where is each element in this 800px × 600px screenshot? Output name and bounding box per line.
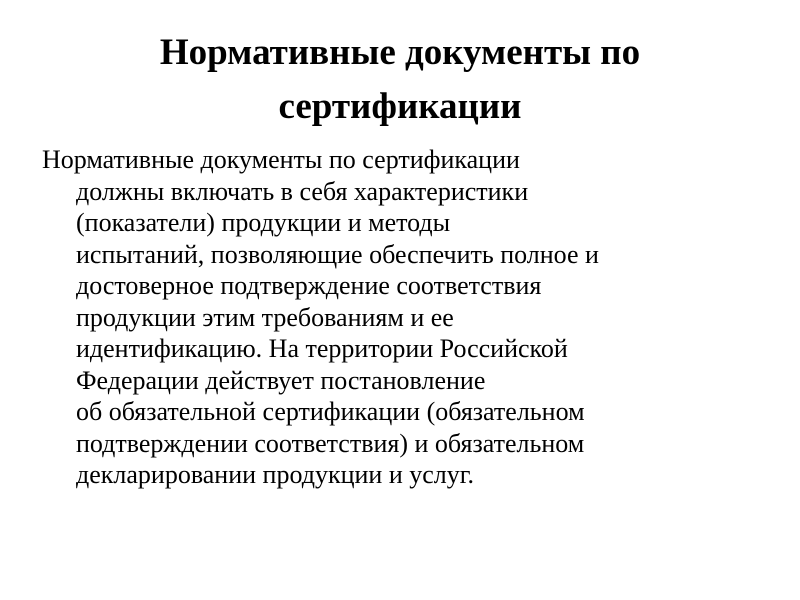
body-line: испытаний, позволяющие обеспечить полное и — [76, 239, 599, 269]
body-line: (показатели) продукции и методы — [76, 208, 451, 237]
body-line: Федерации действует постановление — [76, 365, 486, 395]
body-line: подтверждении соответствия) и обязательном — [76, 428, 585, 458]
body-line: об обязательной сертификации (обязательном — [76, 397, 585, 426]
body-line: Нормативные документы по сертификации — [42, 145, 520, 174]
body-line: должны включать в себя характеристики — [76, 176, 529, 206]
title-line: Нормативные документы по — [159, 32, 641, 73]
slide-body-text — [42, 144, 782, 491]
body-line: декларировании продукции и услуг. — [76, 460, 474, 489]
body-line: достоверное подтверждение соответствия — [76, 271, 542, 300]
body-line: продукции этим требованиям и ее — [76, 302, 454, 332]
slide-title — [40, 26, 760, 134]
body-line: идентификацию. На территории Российской — [76, 334, 568, 363]
title-line: сертификации — [278, 86, 522, 127]
